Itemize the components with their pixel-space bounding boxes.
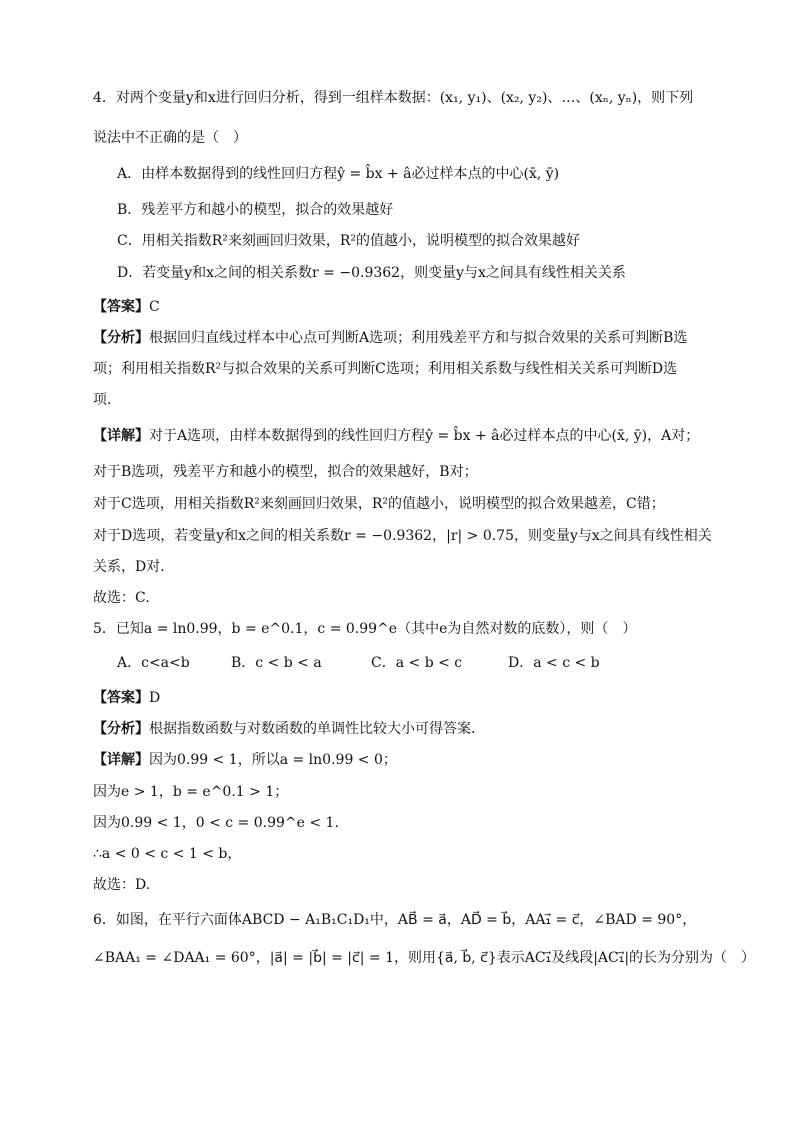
- q5-option-b: B．c < b < a: [231, 655, 322, 671]
- q5-detail-tag: 【详解】: [93, 752, 149, 768]
- q4-conclusion: 故选：C.: [93, 590, 150, 606]
- q4-detail-line5: 关系，D对.: [93, 559, 165, 575]
- q5-analysis: [93, 719, 475, 739]
- q4-option-c: C．用相关指数R²来刻画回归效果，R²的值越小，说明模型的拟合效果越好: [117, 233, 581, 249]
- q6-stem-line1: 6．如图，在平行六面体ABCD − A₁B₁C₁D₁中，AB⃗ = a⃗，AD⃗ = b⃗，AA₁⃗ = c⃗，∠BAD = 90°，: [93, 912, 697, 928]
- q4-detail-line1: [93, 426, 699, 446]
- q4-detail-tag: 【详解】: [93, 428, 149, 444]
- q5-detail-line2: 因为e > 1，b = e^0.1 > 1；: [93, 784, 289, 800]
- q5-analysis-tag: 【分析】: [93, 721, 149, 737]
- q4-stem-line1: 4．对两个变量y和x进行回归分析，得到一组样本数据：(x₁, y₁)、(x₂, y₂)、…、(xₙ, yₙ)，则下列: [93, 90, 694, 106]
- q4-detail-line4: 对于D选项，若变量y和x之间的相关系数r = −0.9362，|r| > 0.75，则变量y与x之间具有线性相关: [93, 528, 712, 544]
- q5-detail-line4: ∴a < 0 < c < 1 < b，: [93, 846, 242, 862]
- q5-analysis-text: 根据指数函数与对数函数的单调性比较大小可得答案.: [149, 721, 476, 737]
- q5-detail-line1: [93, 750, 397, 770]
- q5-stem: 5．已知a = ln0.99，b = e^0.1，c = 0.99^e（其中e为自然对数的底数），则（ ）: [93, 621, 637, 637]
- q4-stem-line2: 说法中不正确的是（ ）: [93, 130, 247, 146]
- q4-option-d: D．若变量y和x之间的相关系数r = −0.9362，则变量y与x之间具有线性相关关系: [117, 265, 626, 281]
- q5-detail-text: 因为0.99 < 1，所以a = ln0.99 < 0；: [149, 752, 397, 768]
- q4-option-b: B．残差平方和越小的模型，拟合的效果越好: [117, 202, 394, 218]
- q5-answer-value: D: [149, 690, 161, 706]
- q5-detail-line3: 因为0.99 < 1，0 < c = 0.99^e < 1.: [93, 815, 339, 831]
- q4-detail-line2: 对于B选项，残差平方和越小的模型，拟合的效果越好，B对；: [93, 464, 478, 480]
- q4-analysis-line2: 项；利用相关指数R²与拟合效果的关系可判断C选项；利用相关系数与线性相关关系可判断D选: [93, 361, 678, 377]
- q5-conclusion: 故选：D.: [93, 877, 151, 893]
- q4-analysis-text: 根据回归直线过样本中心点可判断A选项；利用残差平方和与拟合效果的关系可判断B选: [149, 330, 688, 346]
- q5-option-a: A．c<a<b: [117, 655, 190, 671]
- q4-answer-tag: 【答案】: [93, 299, 149, 315]
- q4-analysis-line1: [93, 328, 687, 348]
- q4-detail-text: 对于A选项，由样本数据得到的线性回归方程ŷ = b̂x + â必过样本点的中心(x̄, ȳ)，A对；: [149, 428, 700, 444]
- q4-answer: [93, 297, 160, 317]
- q6-stem-line2: ∠BAA₁ = ∠DAA₁ = 60°，|a⃗| = |b⃗| = |c⃗| = 1，则用{a⃗, b⃗, c⃗}表示AC₁⃗及线段|AC₁⃗|的长为分别为（ ）: [93, 950, 756, 966]
- q5-option-d: D．a < c < b: [508, 655, 600, 671]
- q5-option-c: C．a < b < c: [371, 655, 463, 671]
- q5-answer: [93, 688, 160, 708]
- q4-analysis-tag: 【分析】: [93, 330, 149, 346]
- q4-option-a: A．由样本数据得到的线性回归方程ŷ = b̂x + â必过样本点的中心(x̄, ȳ): [117, 166, 560, 182]
- q4-answer-value: C: [149, 299, 160, 315]
- q4-analysis-line3: 项.: [93, 392, 112, 408]
- q5-answer-tag: 【答案】: [93, 690, 149, 706]
- q4-detail-line3: 对于C选项，用相关指数R²来刻画回归效果，R²的值越小，说明模型的拟合效果越差，C错；: [93, 496, 665, 512]
